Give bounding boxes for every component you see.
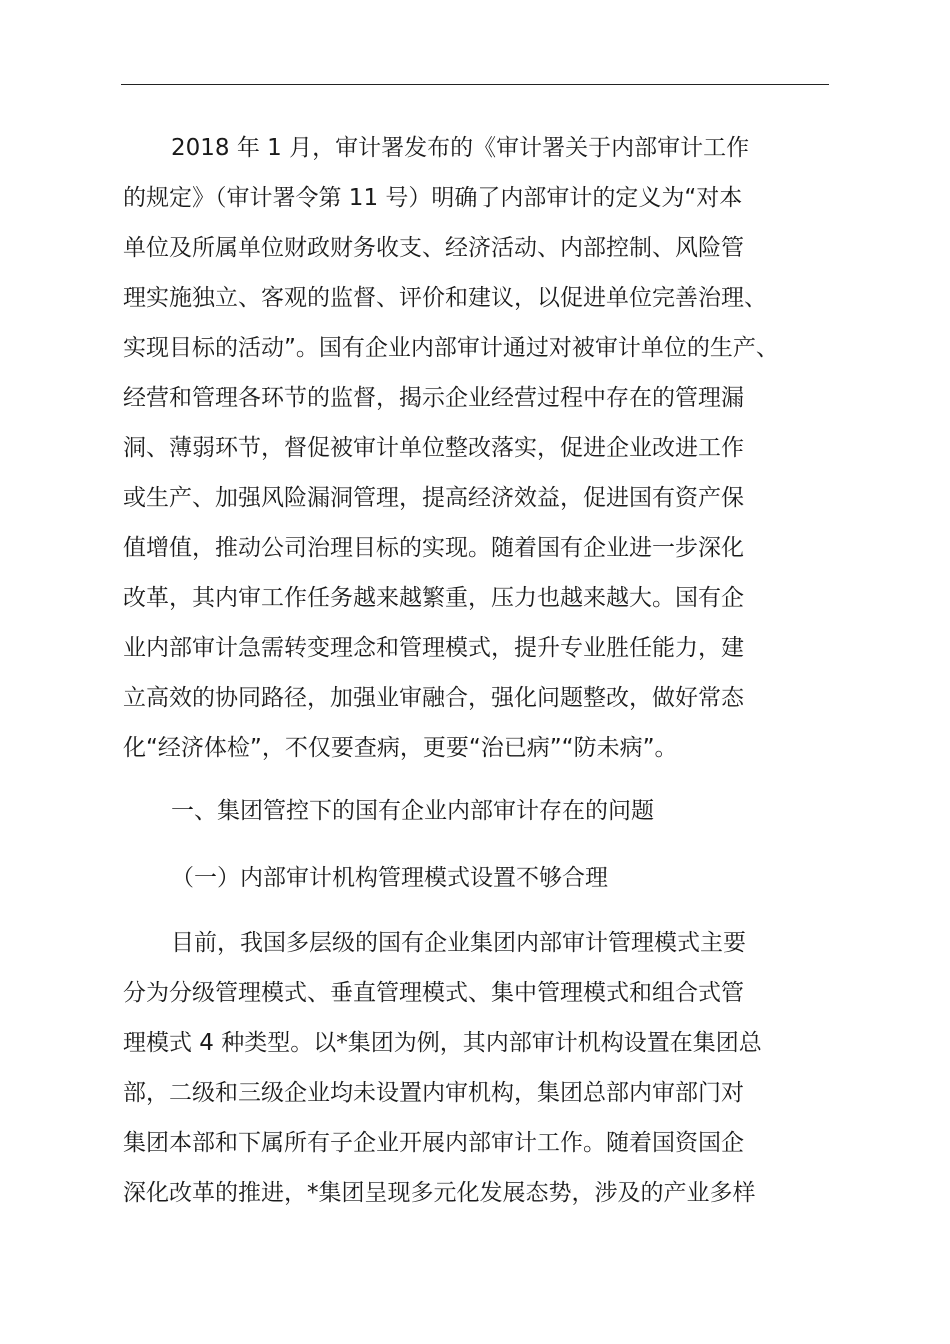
text-line: 化“经济体检”，不仅要查病，更要“治已病”“防未病”。 <box>123 735 678 761</box>
header-rule <box>121 84 829 85</box>
text-line: 2018 年 1 月，审计署发布的《审计署关于内部审计工作 <box>171 135 750 161</box>
subsection-heading-1 <box>123 853 833 903</box>
text-line: 理实施独立、客观的监督、评价和建议，以促进单位完善治理、 <box>123 285 767 311</box>
text-line: 目前，我国多层级的国有企业集团内部审计管理模式主要 <box>171 930 746 956</box>
text-line: 理模式 4 种类型。以*集团为例，其内部审计机构设置在集团总 <box>123 1030 762 1056</box>
text-line: 洞、薄弱环节，督促被审计单位整改落实，促进企业改进工作 <box>123 435 744 461</box>
text-line: 分为分级管理模式、垂直管理模式、集中管理模式和组合式管 <box>123 980 744 1006</box>
text-line: 经营和管理各环节的监督，揭示企业经营过程中存在的管理漏 <box>123 385 744 411</box>
text-line: 深化改革的推进，*集团呈现多元化发展态势，涉及的产业多样 <box>123 1180 756 1206</box>
section-heading-text: 一、集团管控下的国有企业内部审计存在的问题 <box>171 798 654 824</box>
text-line: 的规定》（审计署令第 11 号）明确了内部审计的定义为“对本 <box>123 185 743 211</box>
text-line: 集团本部和下属所有子企业开展内部审计工作。随着国资国企 <box>123 1130 744 1156</box>
text-line: 立高效的协同路径，加强业审融合，强化问题整改，做好常态 <box>123 685 744 711</box>
text-line: 或生产、加强风险漏洞管理，提高经济效益，促进国有资产保 <box>123 485 744 511</box>
text-line: 单位及所属单位财政财务收支、经济活动、内部控制、风险管 <box>123 235 744 261</box>
text-line: 业内部审计急需转变理念和管理模式，提升专业胜任能力，建 <box>123 635 744 661</box>
text-line: 值增值，推动公司治理目标的实现。随着国有企业进一步深化 <box>123 535 744 561</box>
paragraph-1 <box>123 123 833 773</box>
text-line: 改革，其内审工作任务越来越繁重，压力也越来越大。国有企 <box>123 585 744 611</box>
subsection-heading-text: （一）内部审计机构管理模式设置不够合理 <box>171 865 608 891</box>
paragraph-2 <box>123 918 833 1218</box>
text-line: 实现目标的活动”。国有企业内部审计通过对被审计单位的生产、 <box>123 335 779 361</box>
section-heading-1 <box>123 786 833 836</box>
text-line: 部，二级和三级企业均未设置内审机构，集团总部内审部门对 <box>123 1080 744 1106</box>
